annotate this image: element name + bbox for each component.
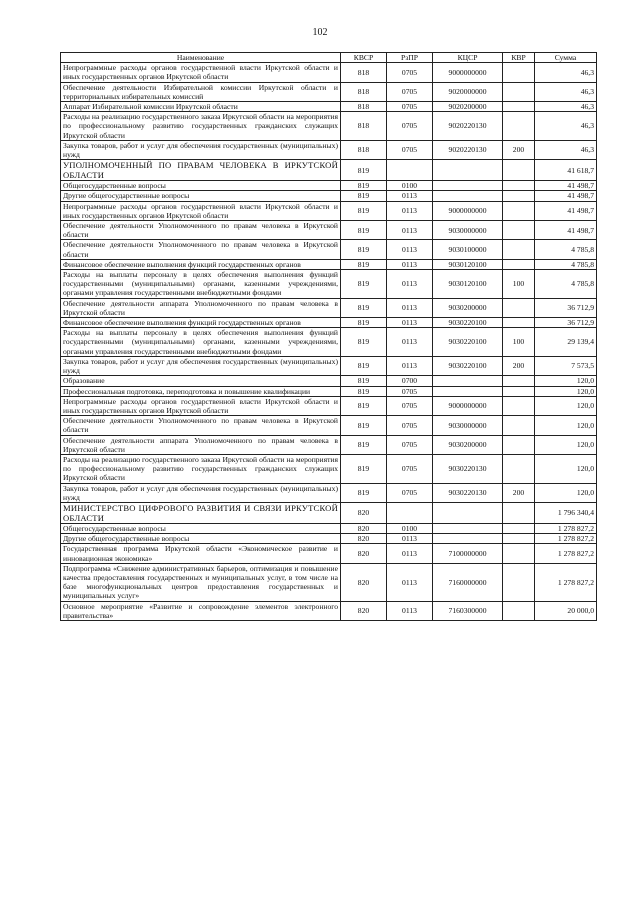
cell-kcsr	[433, 386, 503, 396]
cell-name: Общегосударственные вопросы	[61, 523, 341, 533]
header-kvsr: КВСР	[341, 53, 387, 63]
cell-kvsr: 819	[341, 454, 387, 483]
table-row	[61, 483, 597, 502]
cell-rzpr: 0705	[387, 63, 433, 82]
cell-kvsr: 820	[341, 502, 387, 523]
cell-rzpr: 0705	[387, 82, 433, 101]
cell-sum: 20 000,0	[535, 601, 597, 620]
cell-rzpr: 0705	[387, 112, 433, 141]
cell-sum: 1 278 827,2	[535, 523, 597, 533]
table-row	[61, 270, 597, 299]
cell-sum: 46,3	[535, 112, 597, 141]
table-row	[61, 240, 597, 259]
cell-kvsr: 820	[341, 563, 387, 601]
cell-name: УПОЛНОМОЧЕННЫЙ ПО ПРАВАМ ЧЕЛОВЕКА В ИРКУТСКОЙ ОБЛАСТИ	[61, 160, 341, 181]
cell-kvsr: 819	[341, 240, 387, 259]
cell-kvr	[503, 259, 535, 269]
cell-name: Финансовое обеспечение выполнения функций государственных органов	[61, 259, 341, 269]
cell-name: Общегосударственные вопросы	[61, 181, 341, 191]
cell-name: Расходы на реализацию государственного заказа Иркутской области на мероприятия по профессиональному развитию государственных гражданских служащих Иркутской области	[61, 454, 341, 483]
cell-name: Обеспечение деятельности Избирательной комиссии Иркутской области и территориальных избирательных комиссий	[61, 82, 341, 101]
cell-kvr	[503, 523, 535, 533]
table-row	[61, 191, 597, 201]
cell-kcsr: 9030120100	[433, 270, 503, 299]
table-row	[61, 259, 597, 269]
table-row	[61, 386, 597, 396]
table-row	[61, 523, 597, 533]
cell-rzpr: 0113	[387, 544, 433, 563]
cell-kvsr: 818	[341, 112, 387, 141]
header-rzpr: РзПР	[387, 53, 433, 63]
header-name: Наименование	[61, 53, 341, 63]
cell-rzpr: 0113	[387, 221, 433, 240]
cell-rzpr: 0113	[387, 259, 433, 269]
cell-name: Закупка товаров, работ и услуг для обеспечения государственных (муниципальных) нужд	[61, 483, 341, 502]
cell-kcsr: 9020220130	[433, 140, 503, 159]
cell-rzpr: 0705	[387, 483, 433, 502]
cell-name: Другие общегосударственные вопросы	[61, 534, 341, 544]
cell-kvr	[503, 240, 535, 259]
cell-kcsr: 9020220130	[433, 112, 503, 141]
table-row	[61, 160, 597, 181]
cell-name: Подпрограмма «Снижение административных барьеров, оптимизация и повышение качества предоставления государственных и муниципальных услуг, в том числе на базе многофункциональных центров предоставления государственных и муниципальных услуг»	[61, 563, 341, 601]
cell-kvr	[503, 454, 535, 483]
cell-rzpr: 0705	[387, 386, 433, 396]
cell-sum: 120,0	[535, 376, 597, 386]
cell-kvr	[503, 191, 535, 201]
table-row	[61, 102, 597, 112]
cell-name: Обеспечение деятельности аппарата Уполномоченного по правам человека в Иркутской области	[61, 298, 341, 317]
cell-name: Аппарат Избирательной комиссии Иркутской области	[61, 102, 341, 112]
cell-sum: 7 573,5	[535, 356, 597, 375]
cell-kvsr: 819	[341, 270, 387, 299]
cell-sum: 41 498,7	[535, 201, 597, 220]
cell-sum: 1 796 340,4	[535, 502, 597, 523]
cell-kvr	[503, 386, 535, 396]
cell-kvsr: 819	[341, 259, 387, 269]
header-kcsr: КЦСР	[433, 53, 503, 63]
cell-sum: 1 278 827,2	[535, 563, 597, 601]
cell-sum: 4 785,8	[535, 259, 597, 269]
table-header-row	[61, 53, 597, 63]
cell-sum: 36 712,9	[535, 318, 597, 328]
cell-rzpr: 0113	[387, 240, 433, 259]
cell-kvsr: 819	[341, 298, 387, 317]
cell-kcsr: 9000000000	[433, 201, 503, 220]
cell-sum: 41 498,7	[535, 191, 597, 201]
table-row	[61, 181, 597, 191]
cell-kcsr: 9020000000	[433, 82, 503, 101]
cell-kcsr: 9000000000	[433, 396, 503, 415]
cell-kvr	[503, 435, 535, 454]
cell-rzpr: 0113	[387, 191, 433, 201]
cell-sum: 1 278 827,2	[535, 544, 597, 563]
cell-kcsr	[433, 502, 503, 523]
cell-name: Обеспечение деятельности Уполномоченного по правам человека в Иркутской области	[61, 240, 341, 259]
cell-kvsr: 818	[341, 82, 387, 101]
table-row	[61, 112, 597, 141]
cell-name: Непрограммные расходы органов государственной власти Иркутской области и иных государственных органов Иркутской области	[61, 396, 341, 415]
cell-kcsr: 9030100000	[433, 240, 503, 259]
cell-kcsr: 9030000000	[433, 416, 503, 435]
cell-kcsr: 9030220130	[433, 454, 503, 483]
cell-kcsr	[433, 534, 503, 544]
cell-name: Финансовое обеспечение выполнения функций государственных органов	[61, 318, 341, 328]
cell-kcsr	[433, 160, 503, 181]
cell-name: Расходы на реализацию государственного заказа Иркутской области на мероприятия по профессиональному развитию государственных гражданских служащих Иркутской области	[61, 112, 341, 141]
cell-rzpr: 0113	[387, 328, 433, 357]
cell-kvr	[503, 201, 535, 220]
cell-kcsr: 9030000000	[433, 221, 503, 240]
cell-kvsr: 819	[341, 328, 387, 357]
cell-name: Основное мероприятие «Развитие и сопровождение элементов электронного правительства»	[61, 601, 341, 620]
cell-name: Непрограммные расходы органов государственной власти Иркутской области и иных государственных органов Иркутской области	[61, 63, 341, 82]
cell-name: Обеспечение деятельности аппарата Уполномоченного по правам человека в Иркутской области	[61, 435, 341, 454]
cell-kcsr: 9030200000	[433, 298, 503, 317]
cell-kvr	[503, 534, 535, 544]
table-row	[61, 221, 597, 240]
cell-rzpr: 0705	[387, 435, 433, 454]
cell-sum: 4 785,8	[535, 270, 597, 299]
cell-kvr: 100	[503, 270, 535, 299]
cell-sum: 120,0	[535, 435, 597, 454]
cell-sum: 41 498,7	[535, 221, 597, 240]
header-kvr: КВР	[503, 53, 535, 63]
table-row	[61, 435, 597, 454]
page-number: 102	[312, 27, 328, 38]
cell-kvsr: 819	[341, 396, 387, 415]
cell-sum: 46,3	[535, 82, 597, 101]
cell-name: Другие общегосударственные вопросы	[61, 191, 341, 201]
cell-kcsr: 9030220100	[433, 318, 503, 328]
header-sum: Сумма	[535, 53, 597, 63]
cell-kvr	[503, 298, 535, 317]
cell-rzpr: 0113	[387, 534, 433, 544]
cell-kcsr: 7160000000	[433, 563, 503, 601]
cell-kvsr: 819	[341, 221, 387, 240]
cell-kvsr: 819	[341, 386, 387, 396]
cell-kvsr: 820	[341, 601, 387, 620]
table-row	[61, 63, 597, 82]
cell-name: Государственная программа Иркутской области «Экономическое развитие и инновационная экономика»	[61, 544, 341, 563]
table-row	[61, 454, 597, 483]
table-row	[61, 544, 597, 563]
cell-sum: 46,3	[535, 140, 597, 159]
cell-kvr: 200	[503, 356, 535, 375]
table-row	[61, 502, 597, 523]
cell-kvr	[503, 221, 535, 240]
cell-kvr	[503, 102, 535, 112]
cell-kvsr: 819	[341, 191, 387, 201]
cell-kvsr: 819	[341, 160, 387, 181]
cell-kvr	[503, 181, 535, 191]
cell-rzpr: 0100	[387, 523, 433, 533]
cell-kvsr: 818	[341, 102, 387, 112]
cell-kcsr: 9030220100	[433, 328, 503, 357]
cell-rzpr: 0705	[387, 454, 433, 483]
cell-kvsr: 819	[341, 435, 387, 454]
cell-kvr	[503, 318, 535, 328]
cell-kvr	[503, 63, 535, 82]
cell-sum: 46,3	[535, 102, 597, 112]
cell-rzpr	[387, 160, 433, 181]
cell-rzpr: 0113	[387, 298, 433, 317]
cell-sum: 46,3	[535, 63, 597, 82]
cell-name: Обеспечение деятельности Уполномоченного по правам человека в Иркутской области	[61, 416, 341, 435]
cell-kvsr: 819	[341, 483, 387, 502]
cell-kcsr	[433, 181, 503, 191]
cell-rzpr: 0705	[387, 396, 433, 415]
cell-kcsr: 7100000000	[433, 544, 503, 563]
table-row	[61, 376, 597, 386]
cell-sum: 29 139,4	[535, 328, 597, 357]
cell-kcsr: 9000000000	[433, 63, 503, 82]
cell-kvr: 200	[503, 140, 535, 159]
cell-kvr	[503, 502, 535, 523]
cell-name: Закупка товаров, работ и услуг для обеспечения государственных (муниципальных) нужд	[61, 140, 341, 159]
cell-rzpr: 0705	[387, 102, 433, 112]
cell-name: Расходы на выплаты персоналу в целях обеспечения выполнения функций государственными (муниципальными) органами, казенными учреждениями, органами управления государственными внебюджетными фондами	[61, 270, 341, 299]
cell-kcsr: 9030120100	[433, 259, 503, 269]
table-body	[61, 63, 597, 621]
table-row	[61, 318, 597, 328]
cell-rzpr	[387, 502, 433, 523]
cell-sum: 120,0	[535, 416, 597, 435]
cell-kcsr: 9030220130	[433, 483, 503, 502]
cell-name: Расходы на выплаты персоналу в целях обеспечения выполнения функций государственными (муниципальными) органами, казенными учреждениями, органами управления государственными внебюджетными фондами	[61, 328, 341, 357]
cell-kvsr: 819	[341, 376, 387, 386]
cell-sum: 120,0	[535, 483, 597, 502]
cell-kvr	[503, 416, 535, 435]
table-row	[61, 82, 597, 101]
cell-rzpr: 0705	[387, 140, 433, 159]
cell-kvr	[503, 112, 535, 141]
cell-kvsr: 818	[341, 63, 387, 82]
cell-rzpr: 0100	[387, 181, 433, 191]
cell-rzpr: 0113	[387, 270, 433, 299]
table-row	[61, 201, 597, 220]
cell-sum: 36 712,9	[535, 298, 597, 317]
cell-kcsr	[433, 376, 503, 386]
table-row	[61, 328, 597, 357]
cell-kvsr: 819	[341, 318, 387, 328]
cell-sum: 120,0	[535, 386, 597, 396]
cell-kvr	[503, 160, 535, 181]
cell-rzpr: 0113	[387, 201, 433, 220]
cell-rzpr: 0113	[387, 563, 433, 601]
cell-kcsr	[433, 191, 503, 201]
cell-name: МИНИСТЕРСТВО ЦИФРОВОГО РАЗВИТИЯ И СВЯЗИ ИРКУТСКОЙ ОБЛАСТИ	[61, 502, 341, 523]
cell-name: Образование	[61, 376, 341, 386]
table-row	[61, 563, 597, 601]
cell-sum: 41 498,7	[535, 181, 597, 191]
cell-sum: 120,0	[535, 396, 597, 415]
cell-name: Обеспечение деятельности Уполномоченного по правам человека в Иркутской области	[61, 221, 341, 240]
cell-kvsr: 819	[341, 416, 387, 435]
cell-rzpr: 0113	[387, 356, 433, 375]
cell-kcsr	[433, 523, 503, 533]
cell-kvsr: 819	[341, 181, 387, 191]
cell-sum: 1 278 827,2	[535, 534, 597, 544]
cell-kvr	[503, 544, 535, 563]
cell-kvr	[503, 601, 535, 620]
cell-name: Непрограммные расходы органов государственной власти Иркутской области и иных государственных органов Иркутской области	[61, 201, 341, 220]
cell-kvr: 100	[503, 328, 535, 357]
table-row	[61, 601, 597, 620]
cell-name: Закупка товаров, работ и услуг для обеспечения государственных (муниципальных) нужд	[61, 356, 341, 375]
cell-kvsr: 820	[341, 534, 387, 544]
cell-kvr	[503, 563, 535, 601]
budget-table	[60, 52, 597, 621]
cell-kvr: 200	[503, 483, 535, 502]
table-row	[61, 298, 597, 317]
cell-kvsr: 819	[341, 201, 387, 220]
cell-name: Профессиональная подготовка, переподготовка и повышение квалификации	[61, 386, 341, 396]
table-row	[61, 356, 597, 375]
cell-kvsr: 820	[341, 523, 387, 533]
cell-sum: 120,0	[535, 454, 597, 483]
cell-kcsr: 9030200000	[433, 435, 503, 454]
cell-sum: 4 785,8	[535, 240, 597, 259]
table-row	[61, 396, 597, 415]
cell-kcsr: 9030220100	[433, 356, 503, 375]
cell-kvsr: 818	[341, 140, 387, 159]
cell-kcsr: 9020200000	[433, 102, 503, 112]
table-row	[61, 534, 597, 544]
cell-kvsr: 820	[341, 544, 387, 563]
cell-kcsr: 7160300000	[433, 601, 503, 620]
cell-rzpr: 0113	[387, 601, 433, 620]
cell-rzpr: 0700	[387, 376, 433, 386]
table-row	[61, 416, 597, 435]
cell-kvr	[503, 82, 535, 101]
cell-rzpr: 0705	[387, 416, 433, 435]
table-row	[61, 140, 597, 159]
cell-rzpr: 0113	[387, 318, 433, 328]
cell-kvr	[503, 376, 535, 386]
cell-kvr	[503, 396, 535, 415]
cell-kvsr: 819	[341, 356, 387, 375]
cell-sum: 41 618,7	[535, 160, 597, 181]
